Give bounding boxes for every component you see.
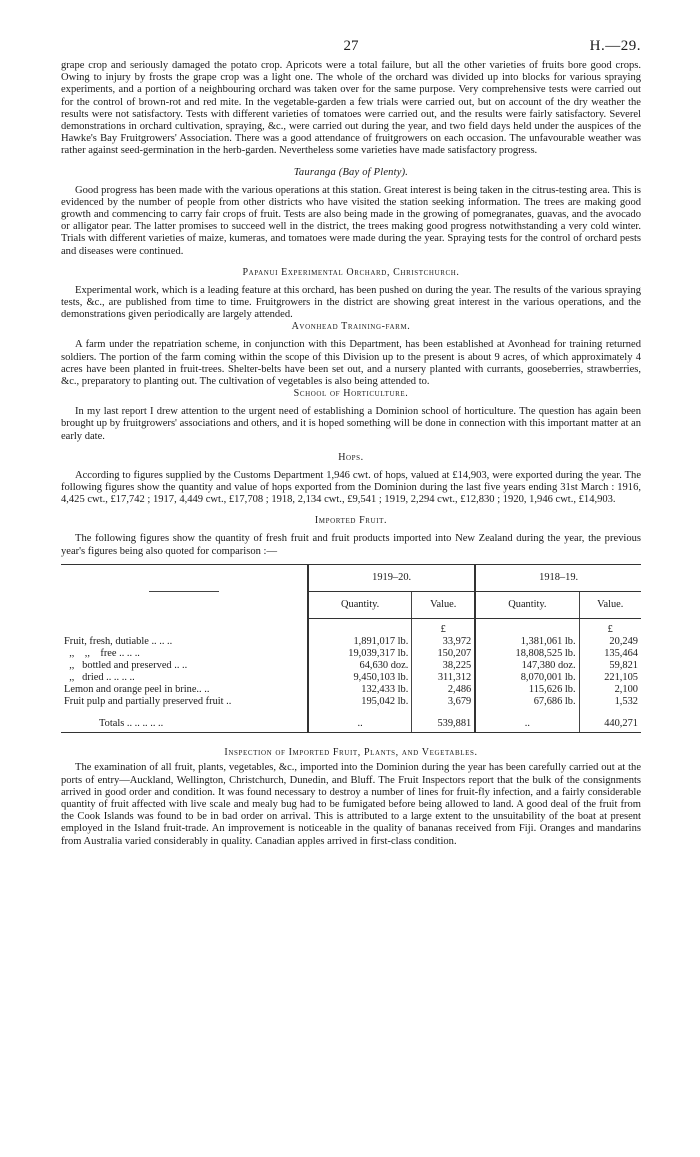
column-header-value: Value.	[579, 591, 641, 618]
document-reference: H.—29.	[589, 38, 641, 54]
body-paragraph: grape crop and seriously damaged the potato crop. Apricots were a total failure, but all the other varieties of fruits bore good crops. Owing to injury by frosts the grape crop was a light one. The whole of the orchard was divided up into blocks for various spraying experiments, and a portion of a neighbouring orchard was taken over for the same purpose. Very comprehensive tests were carried out for the control of brown-rot and red mite. In the vegetable-garden a few trials were carried out, but on account of the dry weather the results were not satisfactory. Tests with different varieties of tomatoes were carried out, and the results were fairly satisfactory. Severel demonstrations in orchard cultivation, spraying, &c., were carried out during the year, and two field days held under the auspices of the Hawke's Bay Fruitgrowers' Association. There was a good attendance of fruitgrowers on each occasion. The unfavourable weather was rather against seed-germination in the herb-garden. Nevertheless some varieties have made satisfactory progress.	[61, 60, 641, 157]
row-label: Fruit pulp and partially preserved fruit	[64, 696, 224, 708]
table-header-row	[61, 564, 641, 591]
column-header-quantity: Quantity.	[475, 591, 579, 618]
row-label: Fruit, fresh, dutiable	[64, 636, 149, 648]
quantity-cell: 132,433 lb.	[308, 684, 412, 696]
totals-label: Totals ..	[99, 718, 133, 730]
value-cell: 150,207	[412, 648, 475, 660]
row-label: Lemon and orange peel in brine..	[64, 684, 202, 696]
currency-symbol: £	[579, 618, 641, 636]
quantity-cell: 9,450,103 lb.	[308, 672, 412, 684]
table-row	[61, 660, 641, 672]
section-heading: Imported Fruit.	[314, 515, 388, 527]
quantity-cell: 115,626 lb.	[475, 684, 579, 696]
quantity-cell: 1,891,017 lb.	[308, 636, 412, 648]
year-header-1919-20: 1919–20.	[308, 564, 475, 591]
table-row	[61, 696, 641, 708]
value-cell: 221,105	[579, 672, 641, 684]
page-number: 27	[343, 38, 359, 54]
table-row	[61, 648, 641, 660]
quantity-cell: 1,381,061 lb.	[475, 636, 579, 648]
row-leader: .. .. ..	[116, 648, 140, 660]
value-cell: 3,679	[412, 696, 475, 708]
body-paragraph: A farm under the repatriation scheme, in conjunction with this Department, has been established at Avonhead for training returned soldiers. The portion of the farm coming within the scope of this Division up to the present is about 9 acres, of which approximately 4 acres have been planted in fruit-trees. Shelter-belts have been set out, and a nursery planted with currants, gooseberries, strawberries, &c., preparatory to planting out. The cultivation of vegetables is also being attended to.	[61, 339, 641, 388]
page-header	[61, 38, 641, 60]
imported-fruit-table	[61, 564, 641, 734]
row-leader: ..	[223, 696, 232, 708]
total-value-cell: 539,881	[412, 716, 475, 733]
value-cell: 20,249	[579, 636, 641, 648]
value-cell: 2,486	[412, 684, 475, 696]
column-header-quantity: Quantity.	[308, 591, 412, 618]
quantity-cell: 195,042 lb.	[308, 696, 412, 708]
section-heading: School of Horticulture.	[293, 388, 409, 400]
currency-symbol: £	[412, 618, 475, 636]
quantity-cell: 19,039,317 lb.	[308, 648, 412, 660]
row-leader: .. .. ..	[111, 672, 135, 684]
row-leader: .. ..	[171, 660, 188, 672]
section-heading: Tauranga (Bay of Plenty).	[293, 166, 409, 178]
quantity-cell: 64,630 doz.	[308, 660, 412, 672]
value-cell: 135,464	[579, 648, 641, 660]
row-label: ,, dried ..	[64, 672, 112, 684]
body-paragraph: Good progress has been made with the various operations at this station. Great interest is being taken in the citrus-testing area. This is evidenced by the number of people from other districts who have visited the station seeking information. The trees are making good growth and commencing to carry fair crops of fruit. Tests are also being made in the growing of pomegranates, guavas, and the avocado or alligator pear. The latter promises to succeed well in the district, the trees making good progress notwithstanding a very cold winter. Trials with different varieties of maize, kumeras, and tomatoes were made during the year. Spraying tests for the control of orchard pests and diseases were continued.	[61, 184, 641, 257]
body-paragraph: The examination of all fruit, plants, vegetables, &c., imported into the Dominion during the year has been carefully carried out at the ports of entry—Auckland, Wellington, Christchurch, Dunedin, and Bluff. The Fruit Inspectors report that the bulk of the consignments arrived in good order and condition. It was found necessary to destroy a number of lines for fruit-fly infection, and a fairly considerable quantity of fruit affected with live scale and mealy bug had to be fumigated before being allowed to land. A good deal of the fruit from the Cook Islands was found to be in bad order on arrival. This is attributed to a large extent to the unsuitability of the boat at present employed in the Island fruit-trade. An improvement is noticeable in the quality of bananas received from Fiji. Oranges and mandarins from Australia varied considerably in quality. Canadian apples arrived in first-class condition.	[61, 762, 641, 847]
quantity-cell: ..	[308, 716, 412, 733]
currency-row	[61, 618, 641, 636]
spacer-row	[61, 708, 641, 716]
quantity-cell: 18,808,525 lb.	[475, 648, 579, 660]
quantity-cell: 8,070,001 lb.	[475, 672, 579, 684]
row-label: ,, bottled and preserved	[64, 660, 172, 672]
table-row	[61, 684, 641, 696]
table-corner-cell	[61, 564, 308, 618]
section-heading: Hops.	[338, 451, 364, 463]
body-paragraph: Experimental work, which is a leading feature at this orchard, has been pushed on during the year. The results of the various spraying tests, &c., are published from time to time. Fruitgrowers in the district are showing great interest in the various operations, and the demonstrations given periodically are largely attended.	[61, 284, 641, 321]
quantity-cell: 147,380 doz.	[475, 660, 579, 672]
row-leader: ..	[201, 684, 210, 696]
total-value-cell: 440,271	[579, 716, 641, 733]
quantity-cell: ..	[475, 716, 579, 733]
value-cell: 2,100	[579, 684, 641, 696]
table-row	[61, 672, 641, 684]
year-header-1918-19: 1918–19.	[475, 564, 641, 591]
document-page	[61, 38, 641, 848]
quantity-cell: 67,686 lb.	[475, 696, 579, 708]
body-paragraph: The following figures show the quantity of fresh fruit and fruit products imported into New Zealand during the year, the previous year's figures being also quoted for comparison :—	[61, 533, 641, 557]
value-cell: 38,225	[412, 660, 475, 672]
section-heading: Avonhead Training-farm.	[291, 321, 411, 333]
value-cell: 33,972	[412, 636, 475, 648]
section-heading: Inspection of Imported Fruit, Plants, and Vegetables.	[224, 747, 478, 759]
body-paragraph: In my last report I drew attention to the urgent need of establishing a Dominion school of horticulture. The question has again been brought up by fruitgrowers' associations and others, and it is hoped something will be done in connection with this important matter at an early date.	[61, 406, 641, 442]
totals-row	[61, 716, 641, 733]
value-cell: 311,312	[412, 672, 475, 684]
row-label: ,, ,, free	[64, 648, 117, 660]
table-row	[61, 636, 641, 648]
row-leader: .. .. .. ..	[132, 718, 164, 730]
row-leader: .. .. ..	[148, 636, 173, 648]
value-cell: 1,532	[579, 696, 641, 708]
value-cell: 59,821	[579, 660, 641, 672]
body-paragraph: According to figures supplied by the Customs Department 1,946 cwt. of hops, valued at £14,903, were exported during the year. The following figures show the quantity and value of hops exported from the Dominion during the last five years ending 31st March : 1916, 4,425 cwt., £17,742 ; 1917, 4,449 cwt., £17,708 ; 1918, 2,134 cwt., £9,541 ; 1919, 2,294 cwt., £12,830 ; 1920, 1,946 cwt., £14,903.	[61, 469, 641, 506]
section-heading: Papanui Experimental Orchard, Christchurch.	[242, 266, 460, 278]
column-header-value: Value.	[412, 591, 475, 618]
